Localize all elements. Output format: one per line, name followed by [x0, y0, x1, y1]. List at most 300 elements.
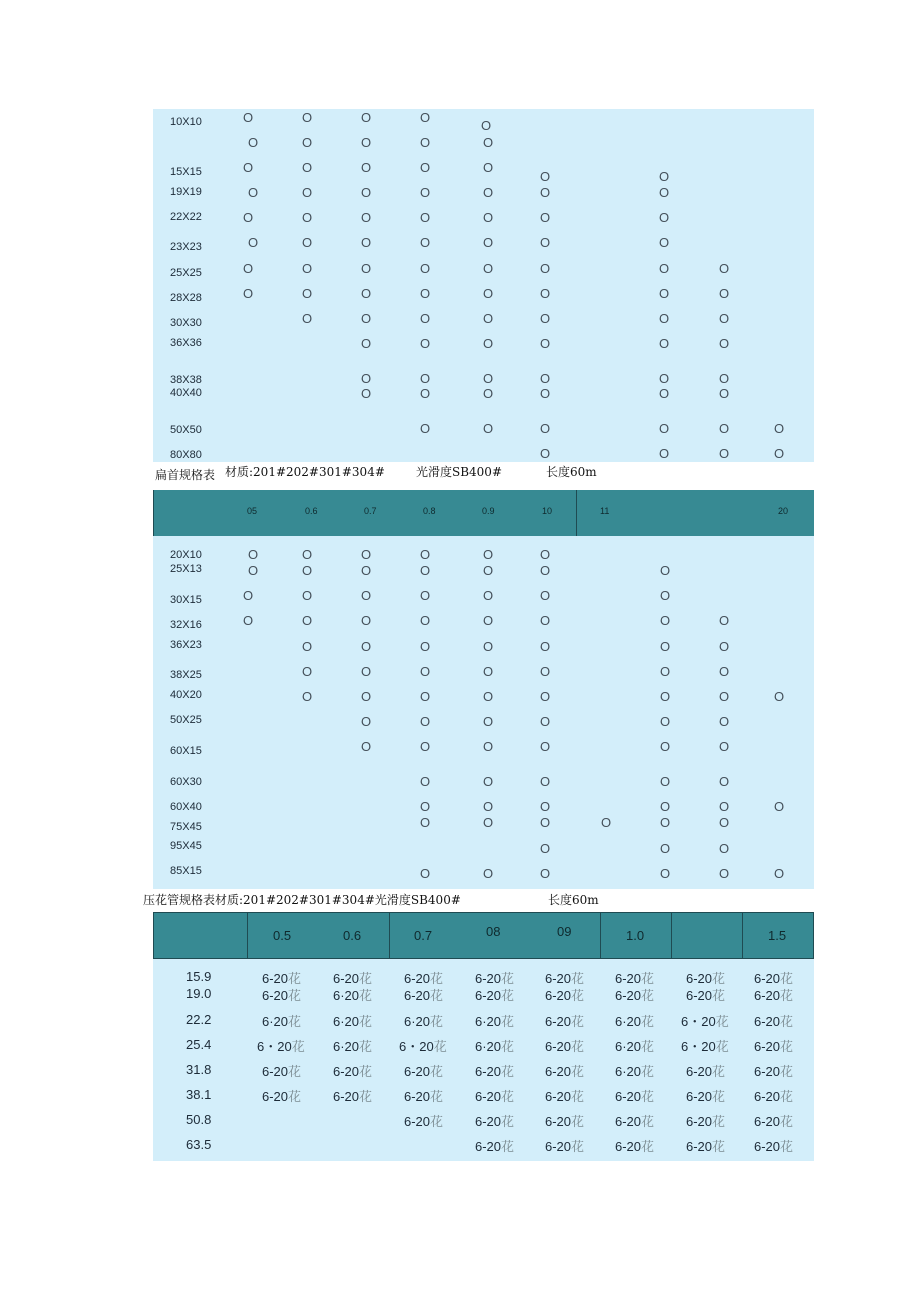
table2-mark: O: [248, 563, 259, 578]
table2-row-label: 30X15: [170, 594, 202, 606]
table2-mark: O: [420, 547, 431, 562]
table2-mark: O: [660, 815, 671, 830]
table2-header-cell: 10: [542, 506, 553, 516]
table3-cell-suffix: 花: [288, 1090, 302, 1105]
table3-cell-value: 6-20: [404, 1064, 431, 1079]
table3-cell-suffix: 花: [641, 989, 655, 1004]
table1-mark: O: [719, 336, 730, 351]
table3-cell-suffix: 花: [712, 989, 726, 1004]
table3-cell-suffix: 花: [712, 1090, 726, 1105]
table3-cell: [404, 1086, 443, 1105]
table1-row-label: 15X15: [170, 166, 202, 178]
table3-cell-value: 6-20: [404, 988, 431, 1003]
table2-title: 扁首规格表: [155, 468, 216, 482]
table3-cell-value: 6-20: [545, 988, 572, 1003]
table3-cell: [754, 1036, 793, 1055]
table1-row-label: 50X50: [170, 424, 202, 436]
table3-cell-suffix: 花: [712, 1115, 726, 1130]
table1-mark: O: [719, 261, 730, 276]
table3-cell-suffix: 花: [501, 1115, 515, 1130]
table1-mark: O: [483, 336, 494, 351]
table3-cell-value: 6·20: [262, 1014, 289, 1029]
table1-mark: O: [420, 261, 431, 276]
table3-cell-suffix: 花: [288, 989, 302, 1004]
table3-cell: [615, 1111, 654, 1130]
table2-mark: O: [540, 588, 551, 603]
table2-mark: O: [302, 639, 313, 654]
table3-cell: [545, 1111, 584, 1130]
table1-mark: O: [483, 160, 494, 175]
table2-mark: O: [483, 815, 494, 830]
table1-mark: O: [483, 261, 494, 276]
table2-mark: O: [660, 774, 671, 789]
table1-mark: O: [302, 286, 313, 301]
table1-mark: O: [302, 311, 313, 326]
table3-cell-suffix: 花: [501, 989, 515, 1004]
table2-caption: [155, 466, 215, 483]
table2-row-label: 50X25: [170, 714, 202, 726]
table1-mark: O: [420, 286, 431, 301]
table2-header-cell: 05: [247, 506, 258, 516]
table1-mark: O: [659, 261, 670, 276]
table3-cell: [681, 1036, 729, 1055]
table2-mark: O: [483, 774, 494, 789]
table3-cell: [754, 1061, 793, 1080]
table1-mark: O: [483, 235, 494, 250]
table3-cell-suffix: 花: [780, 1040, 794, 1055]
table1-mark: O: [540, 210, 551, 225]
table2-mark: O: [540, 639, 551, 654]
table3-cell-suffix: 花: [641, 1090, 655, 1105]
table3-cell: [754, 1111, 793, 1130]
table1-mark: O: [361, 311, 372, 326]
table1-mark: O: [659, 210, 670, 225]
table1-mark: O: [243, 110, 254, 125]
table3-cell-suffix: 花: [571, 1115, 585, 1130]
table2-mark: O: [420, 774, 431, 789]
table3-cell-suffix: 花: [359, 972, 373, 987]
table1-mark: O: [540, 421, 551, 436]
table1-mark: O: [540, 386, 551, 401]
table3-header-cell: 0.6: [343, 928, 362, 943]
table3-cell-suffix: 花: [430, 1115, 444, 1130]
table3-cell-suffix: 花: [288, 972, 302, 987]
table2-mark: O: [483, 588, 494, 603]
table1-row-label: 28X28: [170, 292, 202, 304]
table2-material: 材质:201#202#301#304#: [225, 465, 385, 479]
table3-cell: [333, 1086, 372, 1105]
table3-cell-value: 6-20: [754, 988, 781, 1003]
table2-mark: O: [420, 639, 431, 654]
table1-mark: O: [420, 110, 431, 125]
table2-mark: O: [420, 815, 431, 830]
table1-mark: O: [719, 446, 730, 461]
table3-header-cell: 08: [486, 924, 501, 939]
table1-mark: O: [302, 135, 313, 150]
table3-cell-value: 6-20: [404, 1089, 431, 1104]
table3-cell-suffix: 花: [571, 1015, 585, 1030]
table1-mark: O: [420, 185, 431, 200]
table3-cell-suffix: 花: [780, 1140, 794, 1155]
table3-cell: [475, 1136, 514, 1155]
table1-mark: O: [483, 311, 494, 326]
table1-mark: O: [420, 386, 431, 401]
table3-cell-value: 6-20: [754, 1139, 781, 1154]
table3-cell-suffix: 花: [359, 989, 373, 1004]
table1-mark: O: [302, 160, 313, 175]
table1-mark: O: [719, 421, 730, 436]
table3-cell-suffix: 花: [571, 1090, 585, 1105]
table3-cell: [545, 1011, 584, 1030]
table3-cell-suffix: 花: [780, 972, 794, 987]
table2-mark: O: [719, 739, 730, 754]
table3-cell: [754, 1136, 793, 1155]
table1-mark: O: [361, 160, 372, 175]
table3-cell-value: 6-20: [404, 971, 431, 986]
table2-mark: O: [483, 714, 494, 729]
table1-mark: O: [774, 446, 785, 461]
table2-mark: O: [420, 714, 431, 729]
table3-cell-value: 6-20: [545, 971, 572, 986]
table3-row-label: 19.0: [186, 986, 212, 1001]
table3-cell-value: 6-20: [754, 1014, 781, 1029]
table2-mark: O: [540, 563, 551, 578]
table1-mark: O: [248, 235, 259, 250]
table3-cell-suffix: 花: [780, 1115, 794, 1130]
table3-cell-suffix: 花: [641, 1015, 655, 1030]
table3-cell-value: 6-20: [545, 1039, 572, 1054]
table3-cell: [475, 1011, 514, 1030]
table3-cell-value: 6-20: [686, 988, 713, 1003]
table2-mark: O: [774, 866, 785, 881]
table2-mark: O: [420, 563, 431, 578]
table2-mark: O: [719, 664, 730, 679]
table3-cell-suffix: 花: [359, 1090, 373, 1105]
table3-cell-value: 6・20: [257, 1039, 292, 1054]
table2-mark: O: [420, 664, 431, 679]
table3-cell: [262, 1061, 301, 1080]
table1-row-label: 40X40: [170, 387, 202, 399]
table1-mark: O: [243, 210, 254, 225]
table3-cell-suffix: 花: [501, 1065, 515, 1080]
table2-row-label: 20X10: [170, 549, 202, 561]
table1-row-label: 36X36: [170, 337, 202, 349]
table1-row-label: 30X30: [170, 317, 202, 329]
table2-mark: O: [420, 739, 431, 754]
table1-mark: O: [420, 421, 431, 436]
table2-mark: O: [302, 588, 313, 603]
table1-mark: O: [483, 386, 494, 401]
table3-length: 长度60m: [548, 893, 599, 907]
table3-cell-suffix: 花: [715, 1015, 729, 1030]
table3-cell-value: 6-20: [686, 1089, 713, 1104]
table2-mark: O: [719, 689, 730, 704]
table2-mark: O: [483, 799, 494, 814]
table2-mark: O: [719, 815, 730, 830]
table2-row-label: 60X15: [170, 745, 202, 757]
table2-mark: O: [540, 664, 551, 679]
table2-mark: O: [361, 664, 372, 679]
table3-cell: [754, 985, 793, 1004]
table1-mark: O: [483, 286, 494, 301]
table3-cell-suffix: 花: [430, 1090, 444, 1105]
table2-mark: O: [660, 714, 671, 729]
table3-cell: [615, 1086, 654, 1105]
table1-mark: O: [243, 286, 254, 301]
table2-header-cell: 20: [778, 506, 789, 516]
table3-cell-suffix: 花: [430, 972, 444, 987]
table3-header-divider: [247, 912, 248, 959]
table1-mark: O: [361, 185, 372, 200]
table3-cell: [615, 985, 654, 1004]
table1-mark: O: [302, 261, 313, 276]
table2-mark: O: [601, 815, 612, 830]
table3-cell: [475, 985, 514, 1004]
table1-mark: O: [361, 110, 372, 125]
table3-cell-value: 6-20: [404, 1114, 431, 1129]
table1-mark: O: [774, 421, 785, 436]
table3-row-label: 31.8: [186, 1062, 212, 1077]
table3-cell-value: 6-20: [754, 971, 781, 986]
table3-cell-value: 6·20: [333, 1039, 360, 1054]
table1-row-label: 23X23: [170, 241, 202, 253]
table3-cell-value: 6-20: [754, 1039, 781, 1054]
table1-mark: O: [659, 185, 670, 200]
table3-cell: [333, 1011, 372, 1030]
table1-mark: O: [659, 371, 670, 386]
table2-mark: O: [660, 639, 671, 654]
table3-cell-value: 6-20: [333, 1089, 360, 1104]
table1-mark: O: [659, 336, 670, 351]
table3-cell: [257, 1036, 305, 1055]
table1-mark: O: [659, 446, 670, 461]
table2-mark: O: [540, 547, 551, 562]
table3-cell-value: 6-20: [262, 1089, 289, 1104]
table3-row-label: 25.4: [186, 1037, 212, 1052]
table3-cell-suffix: 花: [641, 972, 655, 987]
table2-mark: O: [420, 799, 431, 814]
table2-row-label: 75X45: [170, 821, 202, 833]
table3-cell: [399, 1036, 447, 1055]
table3-cell: [686, 1111, 725, 1130]
table2-mark: O: [774, 799, 785, 814]
table2-mark: O: [660, 664, 671, 679]
table3-cell: [615, 1036, 654, 1055]
table3-cell: [262, 985, 301, 1004]
table1-mark: O: [361, 235, 372, 250]
table2-mark: O: [660, 841, 671, 856]
table1-mark: O: [540, 235, 551, 250]
table3-cell-value: 6-20: [545, 1064, 572, 1079]
table1-mark: O: [248, 185, 259, 200]
table3-cell: [545, 985, 584, 1004]
table3-cell: [545, 1061, 584, 1080]
table3-cell-value: 6-20: [686, 1139, 713, 1154]
table1-mark: O: [361, 371, 372, 386]
table3-cell-value: 6-20: [615, 1089, 642, 1104]
table3-cell-suffix: 花: [501, 1140, 515, 1155]
table2-header-cell: 0.9: [482, 506, 495, 516]
table3-cell: [681, 1011, 729, 1030]
table2-mark: O: [361, 689, 372, 704]
table3-cell-suffix: 花: [433, 1040, 447, 1055]
table3-cell-suffix: 花: [501, 1015, 515, 1030]
table2-header-cell: 0.8: [423, 506, 436, 516]
table3-cell-suffix: 花: [641, 1140, 655, 1155]
table2-row-label: 60X30: [170, 776, 202, 788]
table3-cell: [475, 1036, 514, 1055]
table3-cell: [333, 1061, 372, 1080]
table2-mark: O: [719, 613, 730, 628]
table3-cell-suffix: 花: [641, 1115, 655, 1130]
table2-row-label: 40X20: [170, 689, 202, 701]
table2-mark: O: [540, 739, 551, 754]
table3-cell: [475, 1061, 514, 1080]
table2-mark: O: [660, 563, 671, 578]
table1-mark: O: [302, 235, 313, 250]
table3-cell-suffix: 花: [641, 1040, 655, 1055]
table2-mark: O: [302, 563, 313, 578]
table3-cell-suffix: 花: [712, 972, 726, 987]
table3-cell-value: 6-20: [545, 1089, 572, 1104]
table3-cell-suffix: 花: [571, 1065, 585, 1080]
table2-row-label: 95X45: [170, 840, 202, 852]
table3-cell-suffix: 花: [571, 1040, 585, 1055]
table3-cell-value: 6-20: [615, 971, 642, 986]
table2-mark: O: [719, 799, 730, 814]
table3-row-label: 63.5: [186, 1137, 212, 1152]
table2-mark: O: [719, 639, 730, 654]
table1-mark: O: [540, 371, 551, 386]
table2-header-cell: 0.6: [305, 506, 318, 516]
table3-cell-value: 6-20: [475, 988, 502, 1003]
table3-cell: [615, 1061, 654, 1080]
table1-mark: O: [361, 261, 372, 276]
table3-cell-suffix: 花: [430, 1065, 444, 1080]
table1-mark: O: [659, 386, 670, 401]
table3-cell-suffix: 花: [571, 972, 585, 987]
table1-mark: O: [420, 160, 431, 175]
table2-mark: O: [361, 613, 372, 628]
table2-mark: O: [540, 714, 551, 729]
table3-cell-suffix: 花: [571, 1140, 585, 1155]
table3-cell-value: 6·20: [475, 1014, 502, 1029]
table3-cell: [545, 1136, 584, 1155]
table2-mark: O: [719, 841, 730, 856]
table2-mark: O: [483, 689, 494, 704]
table3-cell-suffix: 花: [780, 1065, 794, 1080]
table3-caption: 压花管规格表材质:201#202#301#304#光滑度SB400#: [143, 893, 461, 907]
table3-cell-value: 6·20: [404, 1014, 431, 1029]
table2-mark: O: [302, 689, 313, 704]
table3-header-cell: 0.5: [273, 928, 292, 943]
table3-cell: [686, 985, 725, 1004]
table3-cell-suffix: 花: [501, 1040, 515, 1055]
table2-mark: O: [483, 866, 494, 881]
table3-header-cell: 09: [557, 924, 572, 939]
table2-row-label: 25X13: [170, 563, 202, 575]
table3-cell-suffix: 花: [712, 1065, 726, 1080]
table2-row-label: 32X16: [170, 619, 202, 631]
table3-cell-value: 6·20: [475, 1039, 502, 1054]
table2-mark: O: [660, 588, 671, 603]
table3-row-label: 38.1: [186, 1087, 212, 1102]
table3-cell-value: 6-20: [475, 1139, 502, 1154]
table3-cell: [754, 1086, 793, 1105]
table1-mark: O: [719, 311, 730, 326]
table3-cell-value: 6·20: [615, 1039, 642, 1054]
table3-cell-value: 6-20: [475, 971, 502, 986]
table1-mark: O: [248, 135, 259, 150]
table1-mark: O: [540, 311, 551, 326]
table1-mark: O: [420, 371, 431, 386]
table1-row-label: 10X10: [170, 116, 202, 128]
table3-header-divider: [600, 912, 601, 959]
table2-mark: O: [302, 613, 313, 628]
table1-mark: O: [540, 446, 551, 461]
table3-cell-suffix: 花: [359, 1040, 373, 1055]
table2-mark: O: [774, 689, 785, 704]
table3-cell-suffix: 花: [780, 1090, 794, 1105]
table2-mark: O: [660, 739, 671, 754]
table3-cell-suffix: 花: [430, 989, 444, 1004]
table3-cell-suffix: 花: [715, 1040, 729, 1055]
table2-mark: O: [483, 739, 494, 754]
table3-cell-suffix: 花: [641, 1065, 655, 1080]
table2-header-cell: 11: [600, 506, 610, 516]
table2-mark: O: [719, 714, 730, 729]
table1-mark: O: [719, 386, 730, 401]
table3-cell-value: 6-20: [545, 1114, 572, 1129]
table3-cell-value: 6-20: [615, 1139, 642, 1154]
table1-mark: O: [361, 286, 372, 301]
table3-cell-value: 6-20: [754, 1064, 781, 1079]
table3-cell: [545, 1086, 584, 1105]
table3-row-label: 15.9: [186, 969, 212, 984]
table2-mark: O: [660, 613, 671, 628]
table1-row-label: 25X25: [170, 267, 202, 279]
table2-mark: O: [361, 588, 372, 603]
table3-cell-value: 6-20: [615, 1114, 642, 1129]
table1-mark: O: [659, 286, 670, 301]
table3-cell: [404, 1111, 443, 1130]
table1-mark: O: [540, 286, 551, 301]
table1-mark: O: [420, 311, 431, 326]
table3-cell-suffix: 花: [571, 989, 585, 1004]
table3-cell-suffix: 花: [780, 989, 794, 1004]
table2-finish: 光滑度SB400#: [416, 465, 502, 479]
table2-mark: O: [361, 739, 372, 754]
table3-cell-value: 6-20: [475, 1064, 502, 1079]
table2-length: 长度60m: [546, 465, 597, 479]
table1-mark: O: [361, 135, 372, 150]
table2-mark: O: [483, 563, 494, 578]
table1-mark: O: [659, 235, 670, 250]
table2-row-label: 60X40: [170, 801, 202, 813]
table3-cell-suffix: 花: [501, 972, 515, 987]
table1-mark: O: [420, 135, 431, 150]
table2-mark: O: [719, 774, 730, 789]
table1-mark: O: [483, 135, 494, 150]
table3-cell-value: 6-20: [475, 1114, 502, 1129]
table2-header-cell: 0.7: [364, 506, 377, 516]
table1-mark: O: [719, 371, 730, 386]
table3-cell: [404, 1061, 443, 1080]
table2-row-label: 36X23: [170, 639, 202, 651]
table3-cell: [333, 985, 372, 1004]
table1-row-label: 19X19: [170, 186, 202, 198]
table2-mark: O: [483, 613, 494, 628]
